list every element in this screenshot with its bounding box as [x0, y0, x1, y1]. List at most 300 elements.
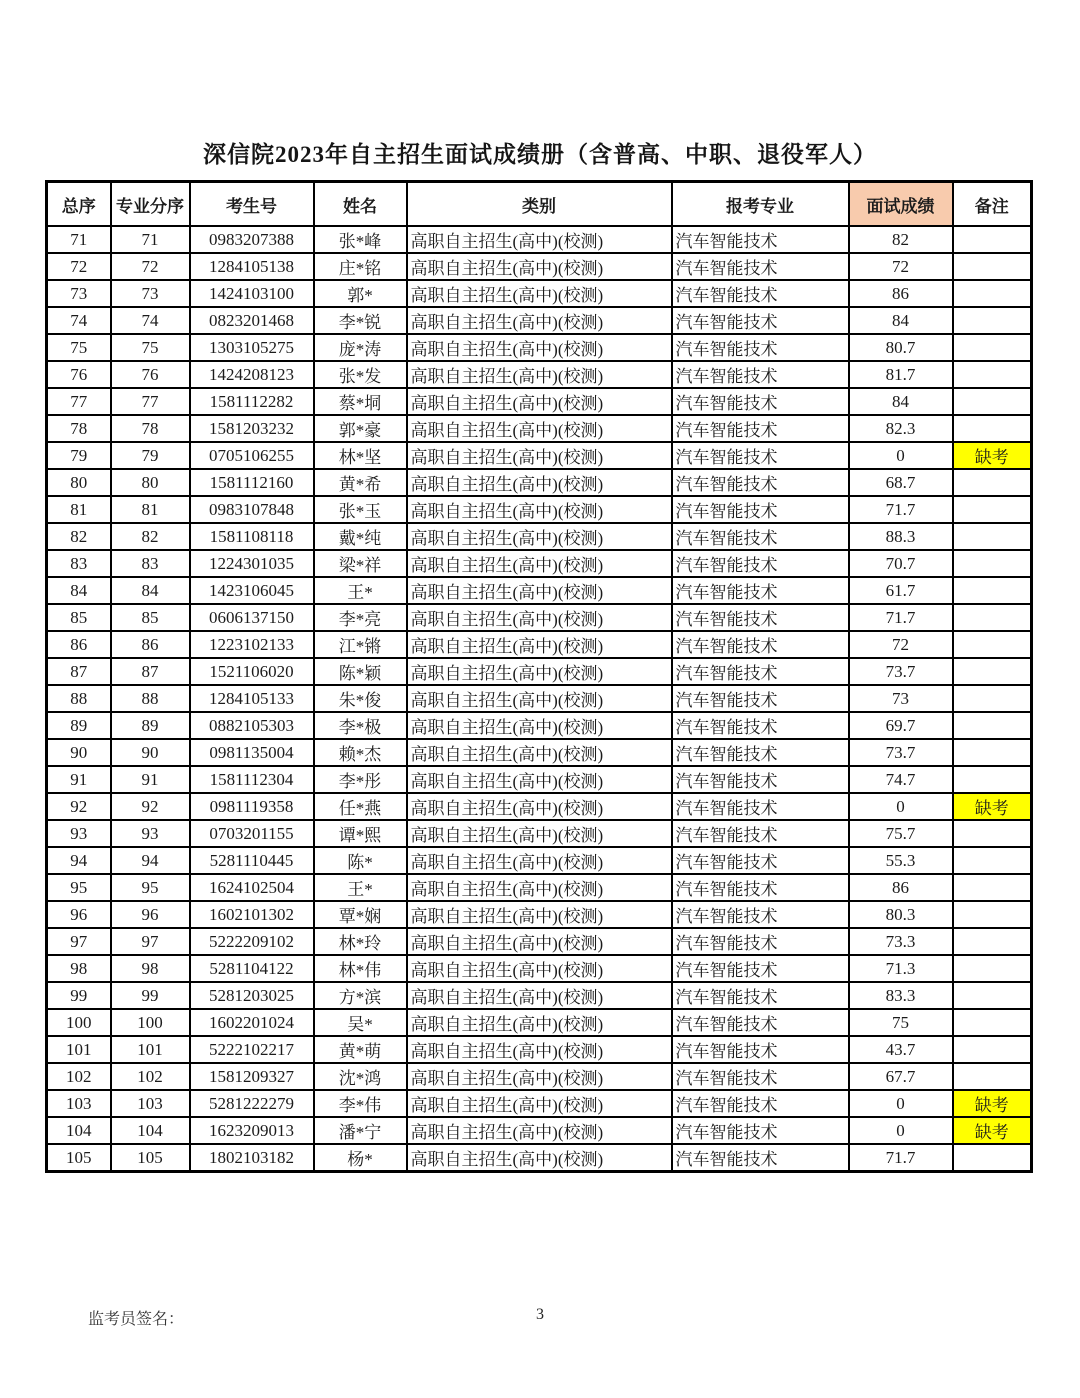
- cell-name: 陈*颖: [314, 658, 407, 685]
- cell-major-seq: 96: [111, 901, 190, 928]
- cell-candidate-no: 1581209327: [190, 1063, 314, 1090]
- cell-seq: 101: [47, 1036, 111, 1063]
- cell-major-seq: 72: [111, 253, 190, 280]
- cell-candidate-no: 0705106255: [190, 442, 314, 469]
- cell-major-seq: 90: [111, 739, 190, 766]
- score-table-body: [47, 226, 1032, 1172]
- cell-score: 81.7: [849, 361, 953, 388]
- table-row: [47, 226, 1032, 253]
- cell-seq: 94: [47, 847, 111, 874]
- cell-name: 王*: [314, 577, 407, 604]
- table-row: [47, 955, 1032, 982]
- cell-major-seq: 71: [111, 226, 190, 253]
- cell-seq: 78: [47, 415, 111, 442]
- cell-major-seq: 91: [111, 766, 190, 793]
- cell-seq: 71: [47, 226, 111, 253]
- cell-major-seq: 95: [111, 874, 190, 901]
- cell-name: 李*彤: [314, 766, 407, 793]
- cell-major-seq: 78: [111, 415, 190, 442]
- cell-remark: [953, 955, 1032, 982]
- table-row: [47, 793, 1032, 820]
- cell-category: 高职自主招生(高中)(校测): [407, 928, 672, 955]
- cell-name: 江*锵: [314, 631, 407, 658]
- cell-seq: 73: [47, 280, 111, 307]
- table-row: [47, 1090, 1032, 1117]
- cell-remark: [953, 1063, 1032, 1090]
- cell-remark: [953, 226, 1032, 253]
- cell-remark: [953, 1144, 1032, 1172]
- cell-score: 67.7: [849, 1063, 953, 1090]
- table-row: [47, 658, 1032, 685]
- cell-remark: [953, 766, 1032, 793]
- table-row: [47, 1036, 1032, 1063]
- cell-remark: [953, 550, 1032, 577]
- cell-candidate-no: 0882105303: [190, 712, 314, 739]
- cell-major: 汽车智能技术: [672, 1009, 849, 1036]
- header-row: [47, 182, 1032, 227]
- cell-candidate-no: 0981119358: [190, 793, 314, 820]
- cell-major-seq: 74: [111, 307, 190, 334]
- cell-major: 汽车智能技术: [672, 496, 849, 523]
- cell-category: 高职自主招生(高中)(校测): [407, 523, 672, 550]
- cell-category: 高职自主招生(高中)(校测): [407, 307, 672, 334]
- cell-score: 73.3: [849, 928, 953, 955]
- cell-category: 高职自主招生(高中)(校测): [407, 604, 672, 631]
- cell-score: 86: [849, 280, 953, 307]
- table-row: [47, 712, 1032, 739]
- cell-score: 80.3: [849, 901, 953, 928]
- column-header-major-seq: 专业分序: [111, 182, 190, 227]
- cell-candidate-no: 5281104122: [190, 955, 314, 982]
- cell-candidate-no: 1284105138: [190, 253, 314, 280]
- cell-major: 汽车智能技术: [672, 874, 849, 901]
- cell-seq: 95: [47, 874, 111, 901]
- cell-remark: 缺考: [953, 1090, 1032, 1117]
- cell-major: 汽车智能技术: [672, 1090, 849, 1117]
- cell-candidate-no: 0983207388: [190, 226, 314, 253]
- cell-major: 汽车智能技术: [672, 307, 849, 334]
- column-header-score: 面试成绩: [849, 182, 953, 227]
- cell-remark: [953, 415, 1032, 442]
- cell-category: 高职自主招生(高中)(校测): [407, 1144, 672, 1172]
- cell-major: 汽车智能技术: [672, 955, 849, 982]
- cell-seq: 105: [47, 1144, 111, 1172]
- cell-score: 72: [849, 631, 953, 658]
- cell-score: 68.7: [849, 469, 953, 496]
- cell-major-seq: 77: [111, 388, 190, 415]
- cell-candidate-no: 1423106045: [190, 577, 314, 604]
- table-row: [47, 253, 1032, 280]
- table-row: [47, 577, 1032, 604]
- cell-name: 黄*希: [314, 469, 407, 496]
- proctor-signature-label: 监考员签名：: [88, 1311, 185, 1328]
- cell-major: 汽车智能技术: [672, 550, 849, 577]
- cell-seq: 85: [47, 604, 111, 631]
- cell-seq: 92: [47, 793, 111, 820]
- cell-candidate-no: 1581203232: [190, 415, 314, 442]
- cell-remark: [953, 874, 1032, 901]
- cell-major-seq: 87: [111, 658, 190, 685]
- cell-name: 郭*豪: [314, 415, 407, 442]
- cell-candidate-no: 1624102504: [190, 874, 314, 901]
- cell-remark: [953, 334, 1032, 361]
- cell-major: 汽车智能技术: [672, 604, 849, 631]
- cell-major-seq: 100: [111, 1009, 190, 1036]
- cell-seq: 104: [47, 1117, 111, 1144]
- cell-remark: [953, 1036, 1032, 1063]
- cell-score: 72: [849, 253, 953, 280]
- cell-seq: 76: [47, 361, 111, 388]
- cell-major-seq: 105: [111, 1144, 190, 1172]
- cell-name: 覃*娴: [314, 901, 407, 928]
- cell-score: 73: [849, 685, 953, 712]
- cell-name: 任*燕: [314, 793, 407, 820]
- cell-candidate-no: 1224301035: [190, 550, 314, 577]
- cell-candidate-no: 0981135004: [190, 739, 314, 766]
- cell-major: 汽车智能技术: [672, 1063, 849, 1090]
- cell-name: 沈*鸿: [314, 1063, 407, 1090]
- cell-name: 李*极: [314, 712, 407, 739]
- cell-name: 潘*宁: [314, 1117, 407, 1144]
- table-row: [47, 1117, 1032, 1144]
- cell-seq: 98: [47, 955, 111, 982]
- cell-name: 庞*涛: [314, 334, 407, 361]
- cell-major: 汽车智能技术: [672, 469, 849, 496]
- table-row: [47, 820, 1032, 847]
- cell-remark: [953, 820, 1032, 847]
- cell-major: 汽车智能技术: [672, 226, 849, 253]
- cell-major-seq: 73: [111, 280, 190, 307]
- cell-score: 73.7: [849, 739, 953, 766]
- cell-seq: 75: [47, 334, 111, 361]
- cell-category: 高职自主招生(高中)(校测): [407, 685, 672, 712]
- cell-category: 高职自主招生(高中)(校测): [407, 1009, 672, 1036]
- cell-seq: 74: [47, 307, 111, 334]
- cell-major: 汽车智能技术: [672, 901, 849, 928]
- cell-major: 汽车智能技术: [672, 253, 849, 280]
- cell-major-seq: 89: [111, 712, 190, 739]
- cell-score: 71.7: [849, 496, 953, 523]
- table-row: [47, 739, 1032, 766]
- cell-major-seq: 101: [111, 1036, 190, 1063]
- cell-seq: 79: [47, 442, 111, 469]
- cell-score: 61.7: [849, 577, 953, 604]
- cell-score: 70.7: [849, 550, 953, 577]
- table-row: [47, 1144, 1032, 1172]
- cell-major: 汽车智能技术: [672, 928, 849, 955]
- cell-category: 高职自主招生(高中)(校测): [407, 577, 672, 604]
- cell-major: 汽车智能技术: [672, 1144, 849, 1172]
- cell-score: 83.3: [849, 982, 953, 1009]
- cell-remark: [953, 928, 1032, 955]
- cell-seq: 89: [47, 712, 111, 739]
- cell-score: 74.7: [849, 766, 953, 793]
- cell-name: 朱*俊: [314, 685, 407, 712]
- table-row: [47, 415, 1032, 442]
- cell-name: 王*: [314, 874, 407, 901]
- cell-score: 75: [849, 1009, 953, 1036]
- cell-candidate-no: 0823201468: [190, 307, 314, 334]
- cell-remark: [953, 253, 1032, 280]
- table-row: [47, 1063, 1032, 1090]
- cell-score: 43.7: [849, 1036, 953, 1063]
- cell-major: 汽车智能技术: [672, 820, 849, 847]
- cell-major: 汽车智能技术: [672, 766, 849, 793]
- cell-major-seq: 88: [111, 685, 190, 712]
- cell-seq: 97: [47, 928, 111, 955]
- cell-score: 84: [849, 307, 953, 334]
- cell-remark: [953, 280, 1032, 307]
- cell-major-seq: 85: [111, 604, 190, 631]
- cell-category: 高职自主招生(高中)(校测): [407, 1090, 672, 1117]
- table-row: [47, 766, 1032, 793]
- cell-remark: [953, 901, 1032, 928]
- cell-category: 高职自主招生(高中)(校测): [407, 361, 672, 388]
- cell-score: 0: [849, 793, 953, 820]
- cell-category: 高职自主招生(高中)(校测): [407, 631, 672, 658]
- cell-seq: 82: [47, 523, 111, 550]
- cell-category: 高职自主招生(高中)(校测): [407, 280, 672, 307]
- cell-candidate-no: 5281222279: [190, 1090, 314, 1117]
- column-header-name: 姓名: [314, 182, 407, 227]
- cell-seq: 81: [47, 496, 111, 523]
- cell-category: 高职自主招生(高中)(校测): [407, 766, 672, 793]
- cell-major-seq: 81: [111, 496, 190, 523]
- cell-name: 林*伟: [314, 955, 407, 982]
- cell-major-seq: 102: [111, 1063, 190, 1090]
- table-row: [47, 280, 1032, 307]
- cell-remark: [953, 739, 1032, 766]
- cell-remark: [953, 847, 1032, 874]
- cell-candidate-no: 1521106020: [190, 658, 314, 685]
- table-row: [47, 901, 1032, 928]
- table-row: [47, 685, 1032, 712]
- cell-candidate-no: 5281110445: [190, 847, 314, 874]
- cell-seq: 90: [47, 739, 111, 766]
- score-table: [45, 180, 1033, 1173]
- cell-major: 汽车智能技术: [672, 739, 849, 766]
- cell-major-seq: 76: [111, 361, 190, 388]
- cell-candidate-no: 1284105133: [190, 685, 314, 712]
- cell-name: 赖*杰: [314, 739, 407, 766]
- cell-major-seq: 99: [111, 982, 190, 1009]
- column-header-remark: 备注: [953, 182, 1032, 227]
- cell-category: 高职自主招生(高中)(校测): [407, 550, 672, 577]
- cell-major: 汽车智能技术: [672, 577, 849, 604]
- cell-major-seq: 86: [111, 631, 190, 658]
- cell-category: 高职自主招生(高中)(校测): [407, 334, 672, 361]
- cell-seq: 100: [47, 1009, 111, 1036]
- cell-score: 69.7: [849, 712, 953, 739]
- cell-seq: 87: [47, 658, 111, 685]
- cell-major-seq: 79: [111, 442, 190, 469]
- cell-remark: [953, 361, 1032, 388]
- cell-score: 0: [849, 1117, 953, 1144]
- cell-name: 陈*: [314, 847, 407, 874]
- table-row: [47, 334, 1032, 361]
- cell-candidate-no: 0703201155: [190, 820, 314, 847]
- cell-major: 汽车智能技术: [672, 415, 849, 442]
- cell-seq: 84: [47, 577, 111, 604]
- cell-major: 汽车智能技术: [672, 442, 849, 469]
- cell-candidate-no: 5222209102: [190, 928, 314, 955]
- table-row: [47, 361, 1032, 388]
- cell-remark: [953, 307, 1032, 334]
- cell-score: 80.7: [849, 334, 953, 361]
- cell-candidate-no: 1602101302: [190, 901, 314, 928]
- cell-major: 汽车智能技术: [672, 388, 849, 415]
- cell-name: 李*伟: [314, 1090, 407, 1117]
- cell-remark: 缺考: [953, 1117, 1032, 1144]
- cell-category: 高职自主招生(高中)(校测): [407, 226, 672, 253]
- column-header-seq: 总序: [47, 182, 111, 227]
- cell-category: 高职自主招生(高中)(校测): [407, 901, 672, 928]
- cell-name: 李*锐: [314, 307, 407, 334]
- cell-major: 汽车智能技术: [672, 847, 849, 874]
- cell-remark: [953, 577, 1032, 604]
- cell-name: 戴*纯: [314, 523, 407, 550]
- column-header-category: 类别: [407, 182, 672, 227]
- cell-name: 张*玉: [314, 496, 407, 523]
- cell-remark: [953, 1009, 1032, 1036]
- cell-major-seq: 93: [111, 820, 190, 847]
- cell-major: 汽车智能技术: [672, 631, 849, 658]
- cell-score: 86: [849, 874, 953, 901]
- cell-candidate-no: 1223102133: [190, 631, 314, 658]
- cell-score: 75.7: [849, 820, 953, 847]
- cell-major: 汽车智能技术: [672, 982, 849, 1009]
- cell-major-seq: 94: [111, 847, 190, 874]
- cell-seq: 77: [47, 388, 111, 415]
- cell-category: 高职自主招生(高中)(校测): [407, 469, 672, 496]
- cell-remark: [953, 469, 1032, 496]
- table-row: [47, 604, 1032, 631]
- cell-candidate-no: 1303105275: [190, 334, 314, 361]
- table-row: [47, 496, 1032, 523]
- cell-seq: 88: [47, 685, 111, 712]
- column-header-major: 报考专业: [672, 182, 849, 227]
- cell-remark: [953, 523, 1032, 550]
- cell-major: 汽车智能技术: [672, 1117, 849, 1144]
- cell-seq: 93: [47, 820, 111, 847]
- cell-name: 李*亮: [314, 604, 407, 631]
- cell-score: 82: [849, 226, 953, 253]
- cell-category: 高职自主招生(高中)(校测): [407, 658, 672, 685]
- table-row: [47, 1009, 1032, 1036]
- cell-seq: 96: [47, 901, 111, 928]
- cell-candidate-no: 1581108118: [190, 523, 314, 550]
- cell-score: 55.3: [849, 847, 953, 874]
- cell-seq: 102: [47, 1063, 111, 1090]
- cell-candidate-no: 1602201024: [190, 1009, 314, 1036]
- cell-category: 高职自主招生(高中)(校测): [407, 496, 672, 523]
- cell-major: 汽车智能技术: [672, 280, 849, 307]
- cell-major: 汽车智能技术: [672, 523, 849, 550]
- cell-category: 高职自主招生(高中)(校测): [407, 442, 672, 469]
- cell-score: 0: [849, 1090, 953, 1117]
- cell-name: 张*峰: [314, 226, 407, 253]
- column-header-candidate-no: 考生号: [190, 182, 314, 227]
- page-title: 深信院2023年自主招生面试成绩册（含普高、中职、退役军人）: [203, 142, 877, 167]
- table-row: [47, 982, 1032, 1009]
- table-row: [47, 874, 1032, 901]
- cell-major-seq: 80: [111, 469, 190, 496]
- table-row: [47, 847, 1032, 874]
- cell-score: 88.3: [849, 523, 953, 550]
- cell-major: 汽车智能技术: [672, 793, 849, 820]
- cell-category: 高职自主招生(高中)(校测): [407, 955, 672, 982]
- cell-remark: 缺考: [953, 793, 1032, 820]
- cell-major-seq: 75: [111, 334, 190, 361]
- cell-candidate-no: 1623209013: [190, 1117, 314, 1144]
- table-row: [47, 928, 1032, 955]
- cell-candidate-no: 1581112160: [190, 469, 314, 496]
- cell-remark: [953, 658, 1032, 685]
- cell-name: 蔡*垌: [314, 388, 407, 415]
- cell-name: 谭*熙: [314, 820, 407, 847]
- cell-remark: [953, 496, 1032, 523]
- cell-major: 汽车智能技术: [672, 334, 849, 361]
- cell-name: 梁*祥: [314, 550, 407, 577]
- cell-remark: [953, 712, 1032, 739]
- cell-category: 高职自主招生(高中)(校测): [407, 712, 672, 739]
- cell-name: 张*发: [314, 361, 407, 388]
- cell-category: 高职自主招生(高中)(校测): [407, 1063, 672, 1090]
- cell-score: 71.3: [849, 955, 953, 982]
- cell-score: 71.7: [849, 1144, 953, 1172]
- cell-seq: 72: [47, 253, 111, 280]
- cell-remark: [953, 604, 1032, 631]
- cell-category: 高职自主招生(高中)(校测): [407, 982, 672, 1009]
- table-row: [47, 442, 1032, 469]
- cell-candidate-no: 1424208123: [190, 361, 314, 388]
- cell-score: 84: [849, 388, 953, 415]
- table-row: [47, 388, 1032, 415]
- cell-seq: 80: [47, 469, 111, 496]
- cell-score: 82.3: [849, 415, 953, 442]
- cell-category: 高职自主招生(高中)(校测): [407, 739, 672, 766]
- cell-candidate-no: 1581112282: [190, 388, 314, 415]
- cell-major: 汽车智能技术: [672, 685, 849, 712]
- cell-seq: 91: [47, 766, 111, 793]
- table-row: [47, 469, 1032, 496]
- page-number: 3: [536, 1306, 544, 1323]
- cell-category: 高职自主招生(高中)(校测): [407, 874, 672, 901]
- cell-remark: 缺考: [953, 442, 1032, 469]
- cell-candidate-no: 0606137150: [190, 604, 314, 631]
- cell-name: 方*滨: [314, 982, 407, 1009]
- cell-candidate-no: 1581112304: [190, 766, 314, 793]
- cell-seq: 86: [47, 631, 111, 658]
- table-row: [47, 307, 1032, 334]
- cell-category: 高职自主招生(高中)(校测): [407, 388, 672, 415]
- cell-candidate-no: 1424103100: [190, 280, 314, 307]
- cell-remark: [953, 685, 1032, 712]
- cell-name: 林*玲: [314, 928, 407, 955]
- cell-seq: 99: [47, 982, 111, 1009]
- cell-major-seq: 97: [111, 928, 190, 955]
- cell-candidate-no: 1802103182: [190, 1144, 314, 1172]
- cell-seq: 103: [47, 1090, 111, 1117]
- table-row: [47, 523, 1032, 550]
- cell-category: 高职自主招生(高中)(校测): [407, 847, 672, 874]
- cell-category: 高职自主招生(高中)(校测): [407, 820, 672, 847]
- cell-category: 高职自主招生(高中)(校测): [407, 1117, 672, 1144]
- table-row: [47, 631, 1032, 658]
- cell-major-seq: 104: [111, 1117, 190, 1144]
- cell-score: 71.7: [849, 604, 953, 631]
- cell-major-seq: 82: [111, 523, 190, 550]
